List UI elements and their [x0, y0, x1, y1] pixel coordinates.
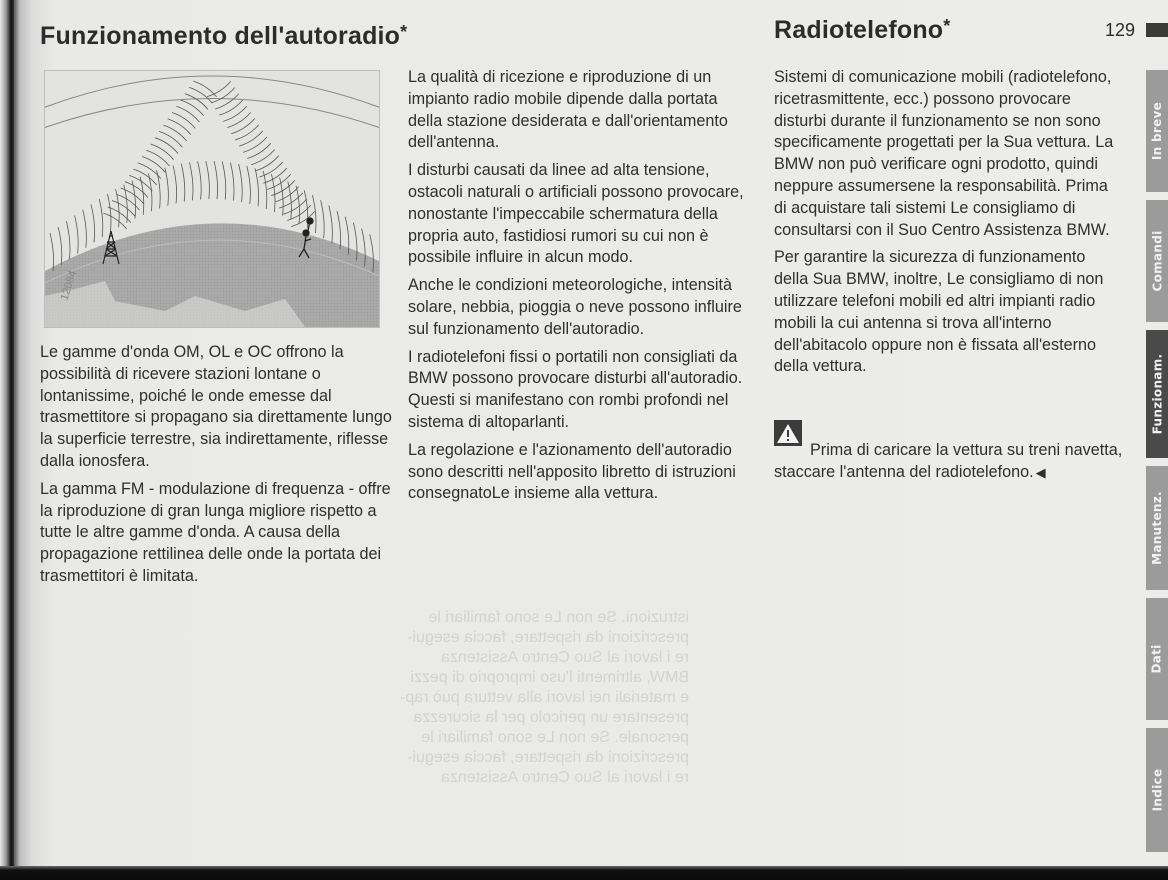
wave-stroke [198, 161, 202, 199]
tab-comandi[interactable]: Comandi [1146, 200, 1168, 322]
optional-equipment-asterisk: * [400, 22, 408, 42]
wave-stroke [83, 210, 87, 248]
paragraph: La qualità di ricezione e riproduzione di un impianto radio mobile dipende dalla portata della stazione desiderata e dall'orientamento dell'antenna. [408, 68, 728, 152]
wave-stroke [99, 199, 103, 237]
wave-stroke [288, 181, 292, 219]
wave-stroke [337, 211, 341, 249]
wave-stroke [239, 164, 243, 202]
wave-stroke [165, 168, 169, 206]
wave-stroke [222, 162, 226, 200]
figure-label: 12084 [58, 269, 80, 302]
warning-text: Prima di caricare la vettura su treni navetta, staccare l'antenna del radiotelefono. [774, 440, 1123, 481]
wave-stroke [173, 165, 177, 203]
section-heading-autoradio [40, 22, 407, 51]
chapter-tabs [1146, 0, 1168, 868]
paragraph: Le gamme d'onda OM, OL e OC offrono la possibilità di ricevere stazioni lontane o lontanissime, poiché le onde emesse dal trasmettitore si propagano sia direttamente lungo la superficie terrestre, sia indirettamente, riflesse dalla ionosfera. [40, 343, 392, 470]
paragraph: Anche le condizioni meteorologiche, intensità solare, nebbia, pioggia o neve possono influire sul funzionamento dell'autoradio. [408, 276, 742, 338]
tab-indice[interactable]: Indice [1146, 728, 1168, 852]
heading-text: Funzionamento dell'autoradio [40, 22, 401, 50]
wave-stroke [263, 171, 267, 209]
wave-stroke [214, 161, 218, 199]
wave-stroke [66, 221, 70, 259]
optional-equipment-asterisk: * [943, 16, 951, 36]
show-through-text: istruzioni. Se non Le sono familiari le prescrizioni da rispettare, faccia esegui- re i lavori al Suo Centro Assistenza BMW, altrimenti l'uso improprio di pezzi e materiali nei lavori alla vettura può rap- presentare un pericolo per la sicurezza personale. Se non Le sono familiari le prescrizioni da rispettare, faccia esegui- re i lavori al Suo Centro Assistenza [400, 609, 690, 786]
paragraph: I radiotelefoni fissi o portatili non consigliati da BMW possono provocare disturbi all'autoradio. Questi si manifestano con rombi profondi nel sistema di altoparlanti. [408, 347, 743, 431]
wave-stroke [321, 200, 325, 238]
tab-manutenzione[interactable]: Manutenz. [1146, 466, 1168, 590]
wave-stroke [75, 215, 79, 253]
wave-stroke [329, 205, 333, 243]
propagation-diagram [45, 71, 379, 327]
wave-stroke [107, 194, 111, 232]
tab-funzionamento[interactable]: Funzionam. [1146, 330, 1168, 458]
scan-bottom-edge [0, 866, 1168, 880]
column-middle [408, 67, 756, 511]
wave-stroke [91, 204, 95, 242]
wave-stroke [206, 161, 210, 199]
column-left [40, 342, 392, 594]
wave-stroke [230, 163, 234, 201]
wave-stroke [255, 168, 259, 206]
wave-stroke [247, 166, 251, 204]
paragraph: Per garantire la sicurezza di funzionamento della Sua BMW, inoltre, Le consigliamo di non utilizzare telefoni mobili ed altri impianti radio mobili la cui antenna si trova all'interno dell'abitacolo oppure non è fissata all'esterno della vettura. [774, 248, 1104, 376]
paragraph: La gamma FM - modulazione di frequenza - offre la riproduzione di gran lunga migliore rispetto a tutte le altre gamme d'onda. A causa della propagazione rettilinea delle onde la portata dei trasmettitori è limitata. [40, 479, 391, 585]
ionosphere-arc-outer [45, 76, 379, 111]
wave-stroke [189, 162, 193, 200]
wave-stroke [50, 233, 54, 271]
tab-in-breve[interactable]: In breve [1146, 70, 1168, 192]
wave-stroke [181, 164, 185, 202]
column-right [774, 67, 1124, 489]
warning-triangle-icon [774, 420, 802, 446]
paragraph: La regolazione e l'azionamento dell'autoradio sono descritti nell'apposito libretto di istruzioni consegnatoLe insieme alla vettura. [408, 440, 736, 503]
paragraph: I disturbi causati da linee ad alta tensione, ostacoli naturali o artificiali possono provocare, nonostante l'impeccabile schermatura della propria auto, fastidiosi rumori su cui non è possibile influire in alcun modo. [408, 161, 744, 267]
page-number: 129 [1105, 20, 1136, 40]
section-heading-radiotelefono [774, 16, 950, 45]
radio-propagation-illustration [44, 70, 380, 328]
wave-stroke [312, 195, 316, 233]
paragraph: Sistemi di comunicazione mobili (radiotelefono, ricetrasmittente, ecc.) possono provocare disturbi durante il funzionamento se non sono specificamente progettati per la Sua vettura. La BMW non può verificare ogni prodotto, quindi neppure assumersene la responsabilità. Prima di acquistare tali sistemi Le consigliamo di consultarsi con il Suo Centro Assistenza BMW. [774, 68, 1114, 239]
book-spine-shadow [0, 0, 14, 880]
warning-note [774, 398, 1124, 483]
wave-stroke [296, 186, 300, 224]
wave-stroke [58, 227, 62, 265]
end-of-section-mark: ◀ [1035, 464, 1046, 480]
heading-text: Radiotelefono [774, 16, 944, 44]
tab-dati[interactable]: Dati [1146, 598, 1168, 720]
